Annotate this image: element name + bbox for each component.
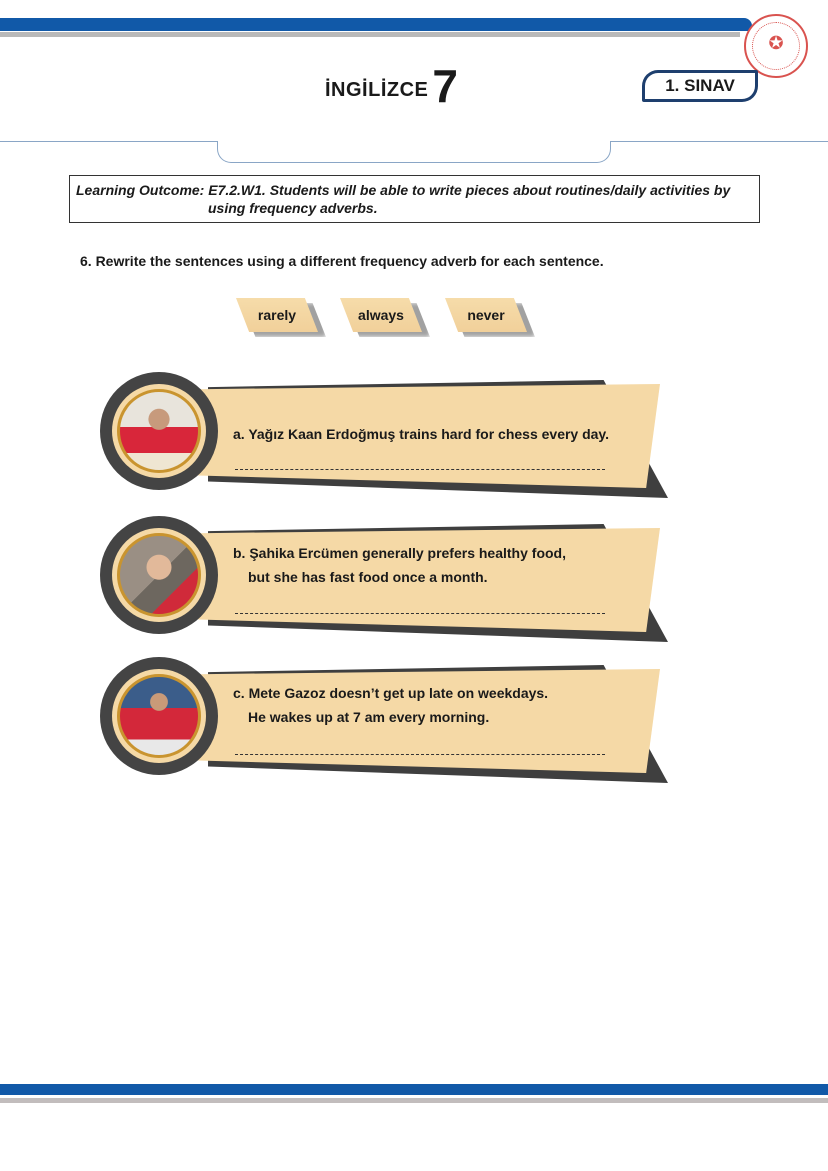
- item-c-answer-line[interactable]: [235, 754, 605, 755]
- item-b-line-2: but she has fast food once a month.: [248, 569, 488, 585]
- ministry-seal: [744, 14, 808, 78]
- exercise-item-a: [98, 372, 678, 502]
- item-a-text: [233, 422, 609, 446]
- item-b-text: [233, 541, 566, 589]
- word-chip-rarely: [236, 298, 318, 332]
- question-prompt: 6. Rewrite the sentences using a different frequency adverb for each sentence.: [80, 253, 604, 269]
- exam-label: 1. SINAV: [665, 76, 735, 95]
- seal-emblem-icon: ✪: [768, 33, 784, 53]
- exam-label-tab: [642, 70, 758, 102]
- bottom-blue-band: [0, 1084, 828, 1095]
- chip-label: always: [358, 307, 404, 323]
- header-divider-notch: [217, 141, 611, 163]
- chess-player-photo: [117, 389, 201, 473]
- learning-outcome-line-2: using frequency adverbs.: [208, 200, 378, 216]
- diver-photo: [117, 533, 201, 617]
- exercise-item-b: [98, 516, 678, 646]
- chip-label: rarely: [257, 307, 297, 323]
- chip-label: never: [467, 307, 505, 323]
- item-c-line-1: c. Mete Gazoz doesn’t get up late on weekdays.: [233, 685, 549, 701]
- archer-photo: [117, 674, 201, 758]
- learning-outcome-box: [69, 175, 760, 223]
- word-chip-never: [445, 298, 527, 332]
- item-b-line-1: b. Şahika Ercümen generally prefers healthy food,: [233, 545, 566, 561]
- item-a-answer-line[interactable]: [235, 469, 605, 470]
- grade-number: 7: [432, 60, 458, 112]
- word-chip-always: [340, 298, 422, 332]
- bottom-grey-band: [0, 1098, 828, 1103]
- subject-title: İNGİLİZCE: [325, 79, 429, 101]
- item-c-line-2: He wakes up at 7 am every morning.: [248, 709, 490, 725]
- learning-outcome-line-1: Learning Outcome: E7.2.W1. Students will be able to write pieces about routines/daily activities by: [76, 182, 731, 198]
- item-b-answer-line[interactable]: [235, 613, 605, 614]
- exercise-item-c: [98, 657, 678, 787]
- item-c-text: [233, 681, 548, 729]
- item-a-line-1: a. Yağız Kaan Erdoğmuş trains hard for chess every day.: [233, 426, 610, 442]
- page-title: [325, 60, 458, 112]
- top-grey-band: [0, 32, 740, 37]
- top-blue-band: [0, 18, 752, 31]
